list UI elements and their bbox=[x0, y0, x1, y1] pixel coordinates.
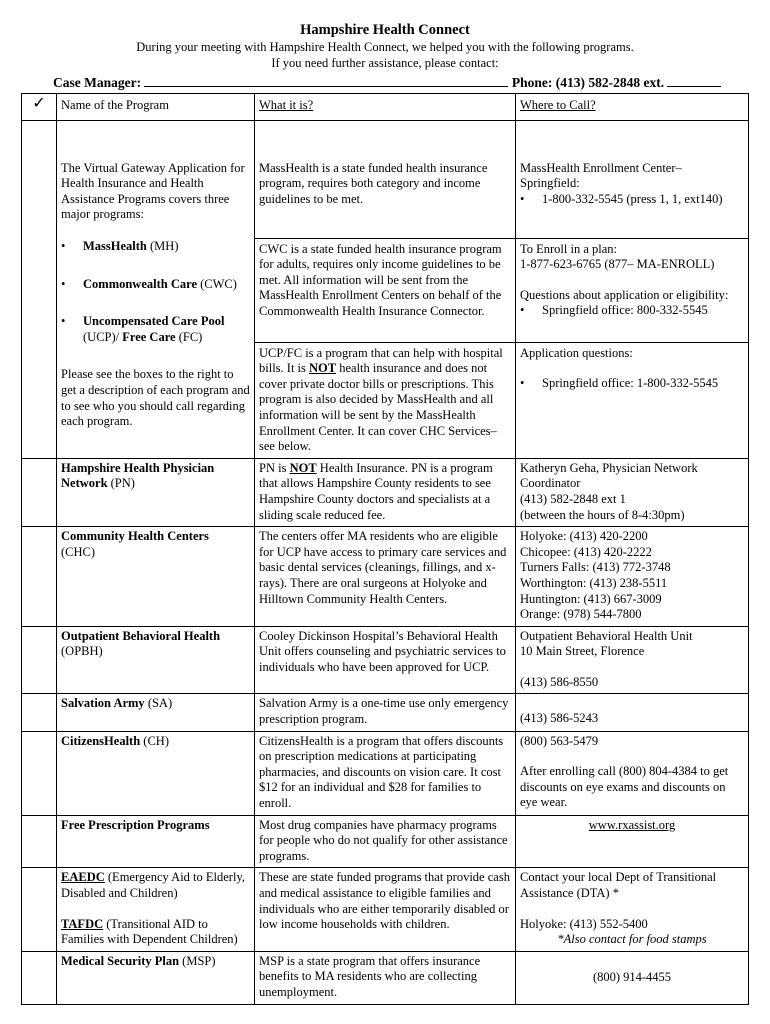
contact-line: (800) 914-4455 bbox=[592, 969, 672, 984]
check-cell[interactable] bbox=[22, 815, 57, 868]
ucp-contact bbox=[516, 342, 748, 395]
contact-cell bbox=[516, 626, 749, 694]
fc-abbr: (FC) bbox=[175, 329, 203, 344]
column-header-what-text: What it is? bbox=[259, 98, 314, 112]
program-abbr: (SA) bbox=[144, 696, 173, 711]
cwc-contact-line2: 1-877-623-6765 (877– MA-ENROLL) bbox=[520, 257, 715, 272]
program-abbr: (MSP) bbox=[179, 953, 216, 968]
contact-cell bbox=[516, 815, 749, 868]
mh-contact bbox=[516, 121, 748, 238]
checkmark-column-header bbox=[22, 94, 57, 121]
ucp-desc-b: health insurance and does not cover private doctor bills or prescriptions. This program is also decided by MassHealth and all information will be sent by the MassHealth Enrollment Center. It can cover CHC Services– see below. bbox=[259, 361, 497, 454]
pn-desc-not: NOT bbox=[289, 460, 317, 475]
ucp-description bbox=[255, 342, 515, 458]
contact-line: (413) 586-5243 bbox=[520, 711, 599, 726]
cwc-abbr: (CWC) bbox=[197, 276, 237, 291]
list-item: • 1-800-332-5545 (press 1, 1, ext140) bbox=[520, 191, 723, 206]
list-item: • MassHealth (MH) bbox=[61, 238, 179, 253]
program-name-cell bbox=[57, 731, 255, 815]
program-name-cell bbox=[57, 626, 255, 694]
contact-line: (between the hours of 8-4:30pm) bbox=[520, 507, 685, 522]
program-name: Community Health Centers bbox=[61, 529, 209, 544]
contact-line: Holyoke: (413) 420-2200 bbox=[520, 529, 648, 544]
contact-line: (413) 586-8550 bbox=[520, 674, 599, 689]
program-description-cell: Cooley Dickinson Hospital’s Behavioral Health Unit offers counseling and psychiatric services to individuals who have been approved for UCP. bbox=[255, 626, 516, 694]
contact-line bbox=[53, 74, 721, 91]
program-abbr: (PN) bbox=[107, 476, 135, 491]
list-item: • Commonwealth Care (CWC) bbox=[61, 276, 237, 291]
check-cell[interactable] bbox=[22, 626, 57, 694]
checkmark-icon: ✓ bbox=[32, 95, 46, 112]
program-description-cell: MSP is a state program that offers insurance benefits to MA residents who are collecting unemployment. bbox=[255, 951, 516, 1004]
program-name-cell bbox=[57, 868, 255, 951]
program-abbr: (CHC) bbox=[61, 544, 96, 559]
check-cell[interactable] bbox=[22, 731, 57, 815]
table-row bbox=[22, 527, 749, 627]
contact-cell bbox=[516, 951, 749, 1004]
contact-line: 10 Main Street, Florence bbox=[520, 644, 645, 659]
fc-name: Free Care bbox=[122, 329, 176, 344]
column-header-name-text: Name of the Program bbox=[61, 98, 169, 112]
table-row bbox=[22, 694, 749, 731]
cwc-contact-line1: To Enroll in a plan: bbox=[520, 241, 618, 256]
program-name-cell bbox=[57, 527, 255, 627]
contact-line: Holyoke: (413) 552-5400 bbox=[520, 916, 648, 931]
mh-name: MassHealth bbox=[83, 238, 147, 253]
contact-line: After enrolling call (800) 804-4384 to get discounts on eye exams and discounts on eye wear. bbox=[520, 764, 729, 810]
check-cell[interactable] bbox=[22, 868, 57, 951]
table-row bbox=[22, 458, 749, 526]
tafdc-name: TAFDC bbox=[61, 916, 104, 931]
program-name: Salvation Army bbox=[61, 696, 145, 711]
program-description-cell: Salvation Army is a one-time use only emergency prescription program. bbox=[255, 694, 516, 731]
program-description-cell: The centers offer MA residents who are eligible for UCP have access to primary care services and basic dental services (cleanings, fillings, and x-rays). There are oral surgeons at Holyoke and Hilltown Community Health Centers. bbox=[255, 527, 516, 627]
mh-contact-line2: Springfield: bbox=[520, 176, 580, 191]
contact-line: Katheryn Geha, Physician Network Coordinator bbox=[520, 460, 698, 491]
ucp-desc-a: UCP/FC is a program that can help with hospital bills. It is bbox=[259, 345, 503, 376]
intro-line-1: During your meeting with Hampshire Health Connect, we helped you with the following programs. bbox=[136, 40, 634, 54]
table-row bbox=[22, 731, 749, 815]
ucp-name: Uncompensated Care Pool bbox=[83, 314, 225, 329]
cwc-contact-line3: Questions about application or eligibility: bbox=[520, 287, 729, 302]
list-item: • Springfield office: 1-800-332-5545 bbox=[520, 376, 719, 391]
program-description-cell bbox=[255, 120, 516, 458]
cwc-contact bbox=[516, 238, 748, 342]
mh-abbr: (MH) bbox=[146, 238, 179, 253]
ucp-abbr: (UCP)/ bbox=[83, 329, 123, 344]
program-description-cell: CitizensHealth is a program that offers discounts on prescription medications at participating pharmacies, and discounts on vision care. It cost $12 for an individual and $28 for families to enroll. bbox=[255, 731, 516, 815]
pn-desc-b: Health Insurance. PN is a program that allows Hampshire County residents to see Hampshire County doctors and specialists at a sliding scale reduced fee. bbox=[259, 460, 493, 522]
eaedc-name: EAEDC bbox=[61, 870, 105, 885]
cwc-name: Commonwealth Care bbox=[83, 276, 197, 291]
table-row bbox=[22, 815, 749, 868]
contact-line: Worthington: (413) 238-5511 bbox=[520, 575, 668, 590]
vg-note: Please see the boxes to the right to get a description of each program and to see who you should call regarding each program. bbox=[61, 367, 250, 429]
mh-description: MassHealth is a state funded health insurance program, requires both category and income guidelines to be met. bbox=[259, 160, 488, 206]
food-stamps-note: *Also contact for food stamps bbox=[557, 932, 707, 947]
contact-line: Chicopee: (413) 420-2222 bbox=[520, 544, 652, 559]
check-cell[interactable] bbox=[22, 694, 57, 731]
case-manager-label: Case Manager: bbox=[53, 75, 142, 90]
column-header-name bbox=[57, 94, 255, 121]
contact-cell bbox=[516, 458, 749, 526]
table-row bbox=[22, 868, 749, 951]
list-item: • Springfield office: 800-332-5545 bbox=[520, 303, 708, 318]
list-item: • Uncompensated Care Pool (UCP)/ Free Care (FC) bbox=[61, 314, 225, 344]
table-header-row bbox=[22, 94, 749, 121]
contact-line: Turners Falls: (413) 772-3748 bbox=[520, 560, 671, 575]
contact-line: Orange: (978) 544-7800 bbox=[520, 607, 642, 622]
program-description-cell bbox=[255, 458, 516, 526]
contact-line: (413) 582-2848 ext 1 bbox=[520, 491, 626, 506]
program-abbr: (OPBH) bbox=[61, 644, 103, 659]
document-title: Hampshire Health Connect bbox=[300, 22, 470, 38]
table-row bbox=[22, 951, 749, 1004]
contact-cell bbox=[516, 120, 749, 458]
program-abbr: (CH) bbox=[140, 733, 169, 748]
mh-contact-line1: MassHealth Enrollment Center– bbox=[520, 160, 682, 175]
ucp-desc-not: NOT bbox=[309, 361, 337, 376]
program-name-cell bbox=[57, 951, 255, 1004]
phone-ext-blank[interactable] bbox=[667, 74, 721, 87]
contact-line: Contact your local Dept of Transitional Assistance (DTA) * bbox=[520, 870, 717, 900]
program-name-cell bbox=[57, 694, 255, 731]
check-cell[interactable] bbox=[22, 458, 57, 526]
program-description-cell: Most drug companies have pharmacy programs for people who do not qualify for other assistance programs. bbox=[255, 815, 516, 868]
vg-intro: The Virtual Gateway Application for Health Insurance and Health Assistance Programs covers three major programs: bbox=[61, 160, 245, 222]
contact-line: (800) 563-5479 bbox=[520, 733, 599, 748]
case-manager-blank[interactable] bbox=[144, 74, 508, 87]
rxassist-link[interactable]: www.rxassist.org bbox=[588, 817, 676, 832]
intro-line-2: If you need further assistance, please contact: bbox=[271, 56, 499, 70]
cwc-contact-phone: Springfield office: 800-332-5545 bbox=[542, 303, 708, 318]
contact-line: Outpatient Behavioral Health Unit bbox=[520, 628, 693, 643]
column-header-where-text: Where to Call? bbox=[520, 98, 596, 112]
eaedc-desc: (Emergency Aid to Elderly, Disabled and Children) bbox=[61, 870, 246, 900]
contact-cell bbox=[516, 868, 749, 951]
contact-line: Huntington: (413) 667-3009 bbox=[520, 591, 662, 606]
tafdc-desc: (Transitional AID to Families with Dependent Children) bbox=[61, 916, 238, 947]
program-name: Free Prescription Programs bbox=[61, 817, 210, 832]
check-cell[interactable] bbox=[22, 527, 57, 627]
pn-desc-a: PN is bbox=[259, 460, 290, 475]
column-header-where bbox=[516, 94, 749, 121]
program-description-cell: These are state funded programs that provide cash and medical assistance to eligible families and individuals who are either temporarily disabled or low income households with children. bbox=[255, 868, 516, 951]
cwc-description: CWC is a state funded health insurance program for adults, requires only income guidelines to be met. All information will be sent from the MassHealth Enrollment Centers on behalf of the Commonwealth Health Insurance Connector. bbox=[255, 238, 515, 342]
check-cell[interactable] bbox=[22, 120, 57, 458]
program-name-cell bbox=[57, 815, 255, 868]
contact-cell bbox=[516, 694, 749, 731]
contact-cell bbox=[516, 731, 749, 815]
mh-contact-phone: 1-800-332-5545 (press 1, 1, ext140) bbox=[542, 191, 723, 206]
table-row bbox=[22, 626, 749, 694]
program-name: Outpatient Behavioral Health bbox=[61, 628, 221, 643]
ucp-contact-line1: Application questions: bbox=[520, 345, 633, 360]
column-header-what bbox=[255, 94, 516, 121]
ucp-contact-phone: Springfield office: 1-800-332-5545 bbox=[542, 376, 719, 391]
program-name: Medical Security Plan bbox=[61, 953, 180, 968]
check-cell[interactable] bbox=[22, 951, 57, 1004]
programs-table bbox=[21, 93, 749, 1005]
contact-cell bbox=[516, 527, 749, 627]
program-name: CitizensHealth bbox=[61, 733, 141, 748]
program-name-cell bbox=[57, 458, 255, 526]
phone-label: Phone: (413) 582-2848 ext. bbox=[511, 75, 665, 90]
program-name-cell bbox=[57, 120, 255, 458]
table-row bbox=[22, 120, 749, 458]
program-name: Hampshire Health Physician Network bbox=[61, 460, 215, 491]
